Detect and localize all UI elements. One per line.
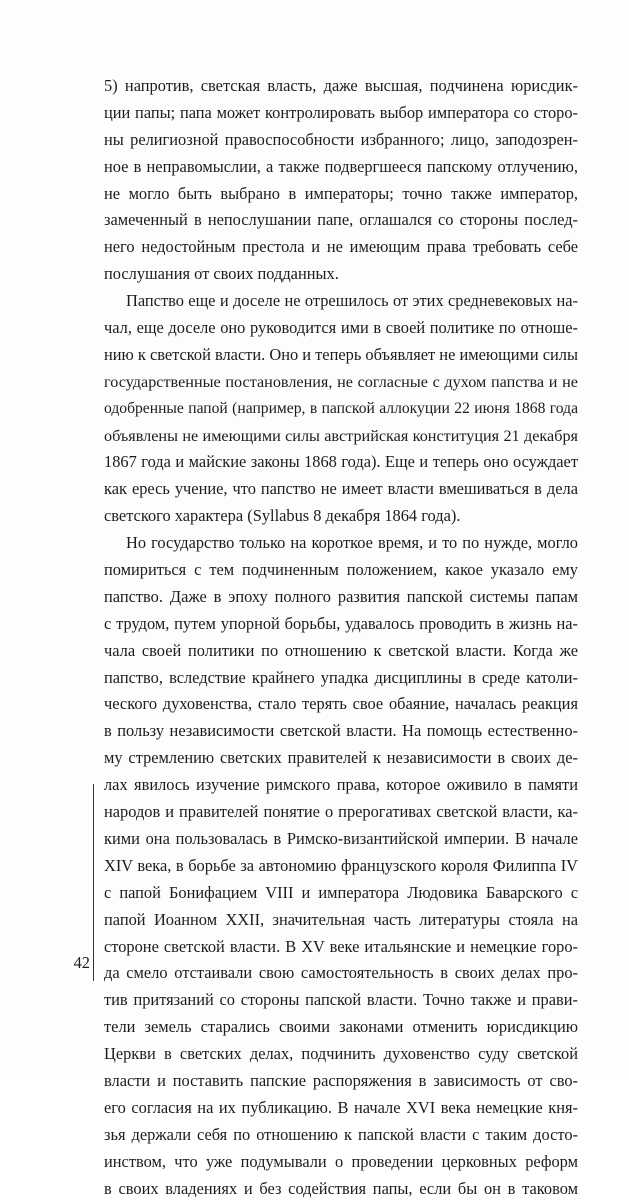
text-line: Папство еще и доселе не отрешилось от этих средневековых на- [126,291,578,311]
text-line: Церкви в светских делах, подчинить духовенство суду светской [104,1044,578,1064]
text-line: послушания от своих подданных. [104,264,339,284]
text-line: с папой Бонифацием VIII и императора Людовика Баварского с [104,882,578,902]
text-line: зья держали себя по отношению к папской власти с таким досто- [104,1124,578,1144]
text-line: тив притязаний со стороны папской власти. Точно также и прави- [104,990,578,1010]
text-line: папой Иоанном XXII, значительная часть литературы стояла на [104,909,578,929]
text-line: ции папы; папа может контролировать выбор императора со сторо- [104,102,578,122]
text-line: лах явилось изучение римского права, которое оживило в памяти [104,775,578,795]
text-line: в своих владениях и без содействия папы, если бы он в таковом [104,1178,578,1198]
text-line: папство, вследствие крайнего упадка дисциплины в среде католи- [104,667,578,687]
text-line: Но государство только на короткое время, и то по нужде, могло [126,533,578,553]
text-line: стороне светской власти. В XV веке итальянские и немецкие горо- [104,936,578,956]
text-line: ное в неправомыслии, а также подвергшееся папскому отлучению, [104,156,578,176]
text-line: не могло быть выбрано в императоры; точно также император, [104,183,578,203]
margin-rule [93,784,94,981]
text-line: тели земель старались своими законами отменить юрисдикцию [104,1017,578,1037]
text-line: кими она пользовалась в Римско-византийской империи. В начале [104,828,578,848]
text-line: его согласия на их публикацию. В начале XVI века немецкие кня- [104,1097,578,1117]
text-line: власти и поставить папские распоряжения в зависимость от сво- [104,1070,578,1090]
text-line: государственные постановления, не согласные с духом папства и не [104,372,578,391]
text-line: одобренные папой (например, в папской аллокуции 22 июня 1868 года [104,399,578,417]
text-line: ческого духовенства, стало терять свое обаяние, началась реакция [104,694,578,714]
text-line: му стремлению светских правителей к независимости в своих де- [104,748,578,768]
body-text [104,73,578,1202]
text-line: папство. Даже в эпоху полного развития папской системы папам [104,586,578,606]
text-line: да смело отстаивали свою самостоятельность в своих делах про- [104,963,578,983]
text-line: в пользу независимости светской власти. На помощь естественно- [104,721,578,741]
text-line: замеченный в непослушании папе, оглашался со стороны послед- [104,210,578,230]
text-line: XIV века, в борьбе за автономию французского короля Филиппа IV [104,855,578,875]
text-line: чала своей политики по отношению к светской власти. Когда же [104,640,578,660]
text-line: инством, что уже подумывали о проведении церковных реформ [104,1151,578,1171]
text-line: 1867 года и майские законы 1868 года). Еще и теперь оно осуждает [104,452,578,472]
text-line: 5) напротив, светская власть, даже высшая, подчинена юрисдик- [104,76,578,95]
text-line: объявлены не имеющими силы австрийская конституция 21 декабря [104,426,578,445]
page-number: 42 [73,953,90,972]
text-line: чал, еще доселе оно руководится ими в своей политике по отноше- [104,318,578,338]
text-line: как ересь учение, что папство не имеет власти вмешиваться в дела [104,479,578,499]
text-line: с трудом, путем упорной борьбы, удавалось проводить в жизнь на- [104,613,578,633]
text-line: народов и правителей понятие о прерогативах светской власти, ка- [104,802,578,822]
text-line: помириться с тем подчиненным положением, какое указало ему [104,560,578,580]
text-line: нию к светской власти. Оно и теперь объявляет не имеющими силы [104,344,578,364]
text-line: него недостойным престола и не имеющим права требовать себе [104,237,578,257]
text-line: ны религиозной правоспособности избранного; лицо, заподозрен- [104,129,578,149]
text-line: светского характера (Syllabus 8 декабря 1864 года). [104,506,461,526]
